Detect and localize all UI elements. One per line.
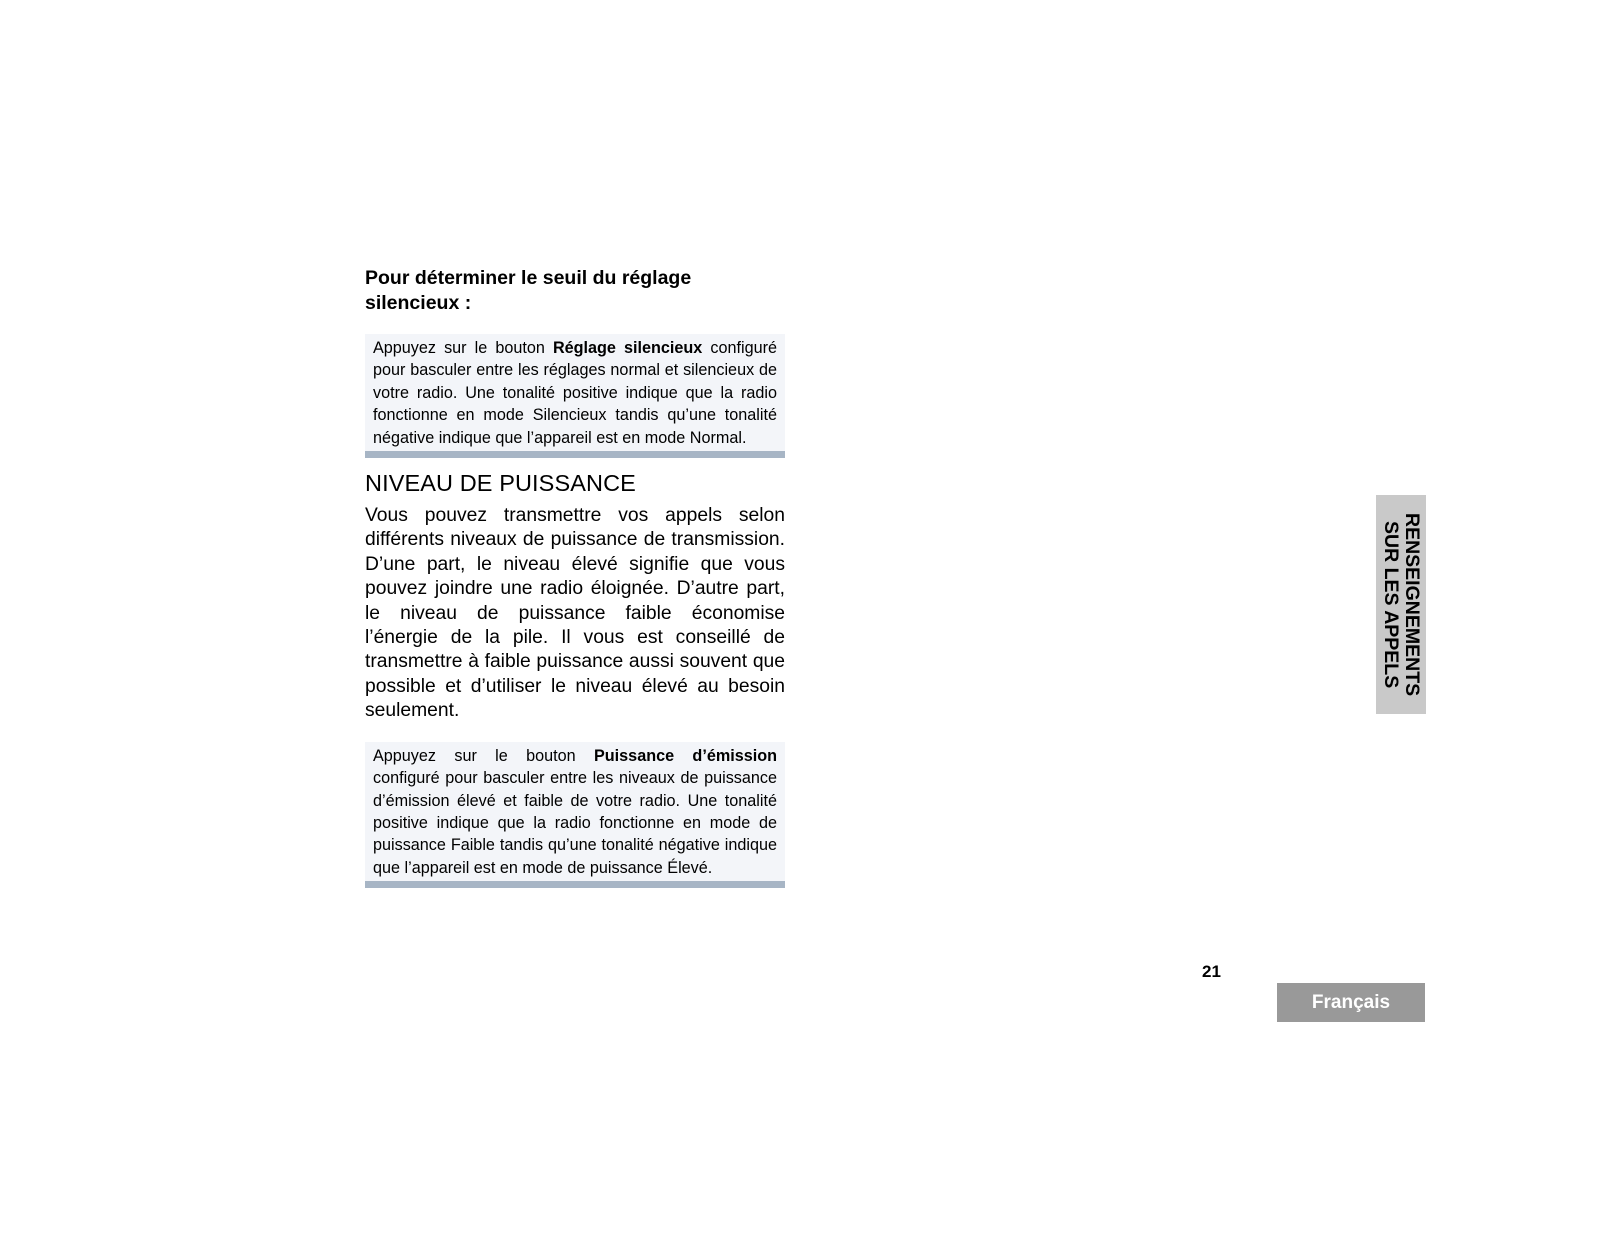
language-tab: Français xyxy=(1277,983,1425,1022)
button-name-squelch: Réglage silencieux xyxy=(552,339,703,357)
side-tab-line-2: SUR LES APPELS xyxy=(1380,520,1402,689)
button-name-power: Puissance d’émission xyxy=(594,746,777,765)
main-column xyxy=(365,266,785,888)
section-heading: NIVEAU DE PUISSANCE xyxy=(365,470,636,497)
note-box-squelch xyxy=(365,334,785,458)
side-tab-line-1: RENSEIGNEMENTS xyxy=(1401,512,1423,697)
subheading: Pour déterminer le seuil du réglage silencieux : xyxy=(365,267,692,314)
page-number: 21 xyxy=(1202,962,1221,981)
note-box-power xyxy=(365,742,785,888)
body-paragraph: Vous pouvez transmettre vos appels selon différents niveaux de puissance de transmission. D’une part, le niveau élevé signifie que vous pouvez joindre une radio éloignée. D’autre part, le niveau de puissance faible économise l’énergie de la pile. Il vous est conseillé de transmettre à faible puissance aussi souvent que possible et d’utiliser le niveau élevé au besoin seulement. xyxy=(365,505,785,722)
note-text-prefix: Appuyez sur le bouton xyxy=(373,746,594,765)
note-text-suffix: configuré pour basculer entre les réglages normal et silencieux de votre radio. Une tonalité positive indique que la radio fonctionne en mode Silencieux tandis qu’une tonalité négative indique que l’appareil est en mode Normal. xyxy=(373,339,777,447)
note-text-prefix: Appuyez sur le bouton xyxy=(373,339,553,357)
chapter-side-tab xyxy=(1376,495,1426,714)
chapter-side-tab-text xyxy=(1380,513,1422,696)
note-text-suffix: configuré pour basculer entre les niveaux de puissance d’émission élevé et faible de votre radio. Une tonalité positive indique que la radio fonctionne en mode de puissance Faible tandis qu’une tonalité négative indique que l’appareil est en mode de puissance Élevé. xyxy=(373,769,777,877)
